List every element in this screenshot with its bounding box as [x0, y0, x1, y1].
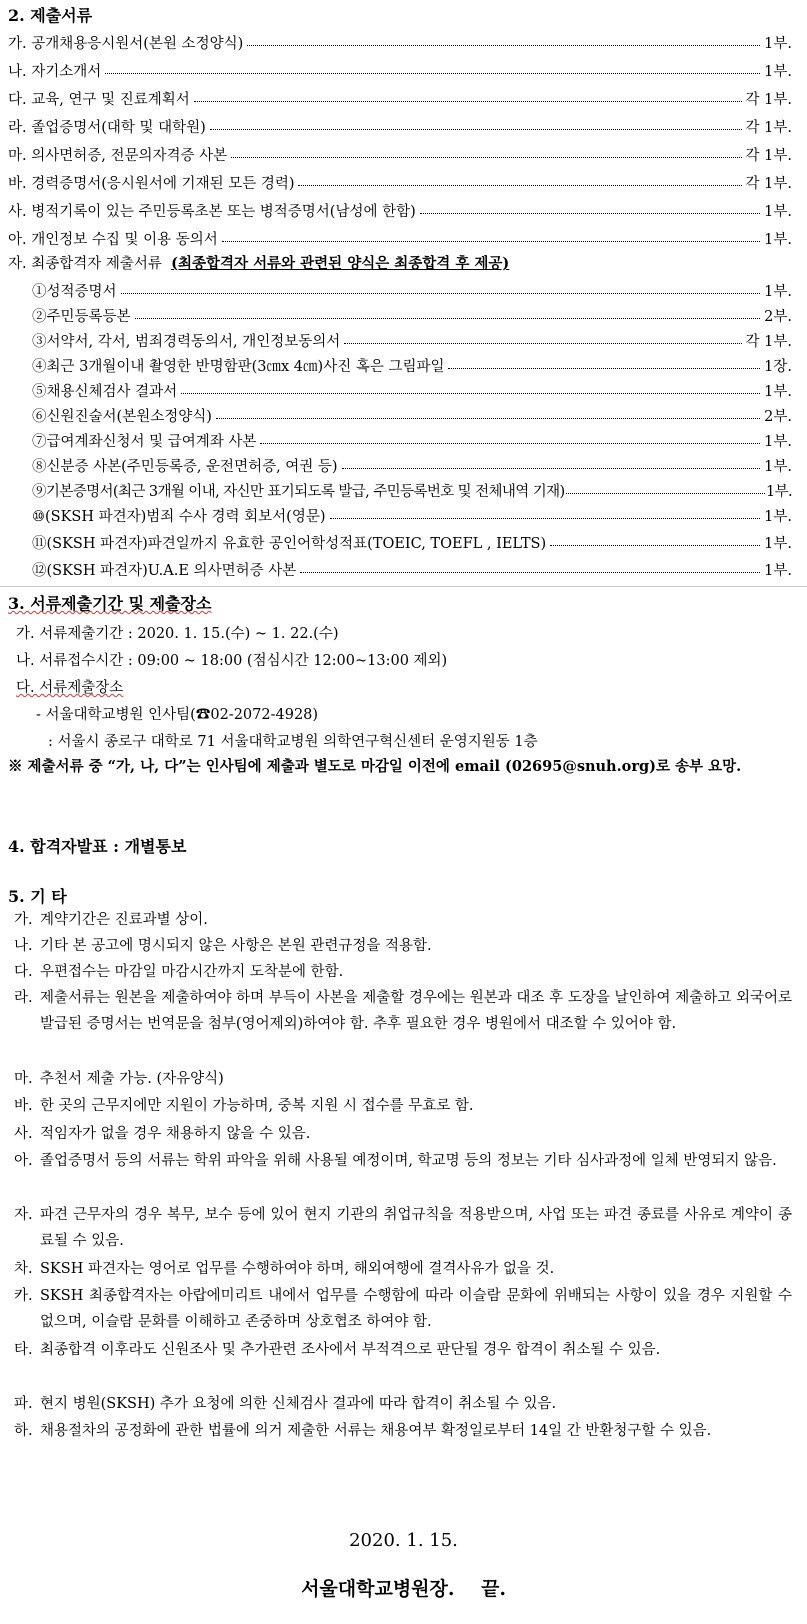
final-document-item: ⑦급여계좌신청서 및 급여계좌 사본 1부. — [32, 433, 792, 450]
misc-item: 라. 제출서류는 원본을 제출하여야 하며 부득이 사본을 제출할 경우에는 원본과 대조 후 도장을 날인하여 제출하고 외국어로 발급된 증명서는 번역문을 첨부(영어제외)하여야 함. 추후 필요한 경우 병원에서 대조할 수 있어야 함. — [14, 990, 792, 1032]
misc-item: 카. SKSH 최종합격자는 아랍에미리트 내에서 업무를 수행함에 따라 이슬람 문화에 위배되는 사항이 있을 경우 지원할 수 없으며, 이슬람 문화를 이해하고 존중하며 상호협조 하여야 함. — [14, 1288, 792, 1330]
misc-item: 다. 우편접수는 마감일 마감시간까지 도착분에 한함. — [14, 964, 344, 980]
section-5-title: 5. 기 타 — [8, 887, 67, 906]
final-document-item: ④최근 3개월이내 촬영한 반명함판(3㎝x 4㎝)사진 혹은 그림파일 1장. — [32, 358, 792, 375]
submission-period: 가. 서류제출기간 : 2020. 1. 15.(수) ~ 1. 22.(수) — [16, 626, 339, 642]
submission-hours: 나. 서류접수시간 : 09:00 ~ 18:00 (점심시간 12:00~13:00 제외) — [16, 653, 448, 669]
misc-item: 마. 추천서 제출 가능. (자유양식) — [14, 1071, 224, 1087]
submission-department: - 서울대학교병원 인사팀(☎02-2072-4928) — [36, 707, 319, 723]
announcement-date: 2020. 1. 15. — [349, 1530, 458, 1551]
document-item: 바. 경력증명서(응시원서에 기재된 모든 경력) 각 1부. — [8, 175, 792, 192]
document-item: 가. 공개채용응시원서(본원 소정양식) 1부. — [8, 35, 792, 52]
document-item: 라. 졸업증명서(대학 및 대학원) 각 1부. — [8, 119, 792, 136]
misc-item: 나. 기타 본 공고에 명시되지 않은 사항은 본원 관련규정을 적용함. — [14, 938, 432, 954]
misc-item: 타. 최종합격 이후라도 신원조사 및 추가관련 조사에서 부적격으로 판단될 경우 합격이 취소될 수 있음. — [14, 1342, 661, 1358]
document-item: 다. 교육, 연구 및 진료계획서 각 1부. — [8, 91, 792, 108]
section-divider — [0, 586, 807, 587]
email-submission-note: ※ 제출서류 중 “가, 나, 다”는 인사팀에 제출과 별도로 마감일 이전에 email (02695@snuh.org)로 송부 요망. — [8, 758, 742, 775]
final-documents-note: (최종합격자 서류와 관련된 양식은 최종합격 후 제공) — [171, 255, 510, 272]
final-document-item: ②주민등록등본 2부. — [32, 308, 792, 325]
final-document-item: ⑫(SKSH 파견자)U.A.E 의사면허증 사본 1부. — [32, 562, 792, 579]
final-document-item: ③서약서, 각서, 범죄경력동의서, 개인정보동의서 각 1부. — [32, 333, 792, 350]
section-3-title: 3. 서류제출기간 및 제출장소 — [8, 594, 212, 613]
submission-address: : 서울시 종로구 대학로 71 서울대학교병원 의학연구혁신센터 운영지원동 1층 — [48, 734, 538, 750]
final-documents-label: 자. 최종합격자 제출서류 — [8, 256, 162, 272]
final-document-item: ⑪(SKSH 파견자)파견일까지 유효한 공인어학성적표(TOEIC, TOEFL , IELTS) 1부. — [32, 535, 792, 552]
final-document-item: ⑤채용신체검사 결과서 1부. — [32, 383, 792, 400]
misc-item: 바. 한 곳의 근무지에만 지원이 가능하며, 중복 지원 시 접수를 무효로 함. — [14, 1098, 474, 1114]
document-item: 마. 의사면허증, 전문의자격증 사본 각 1부. — [8, 147, 792, 164]
final-document-item: ⑧신분증 사본(주민등록증, 운전면허증, 여권 등) 1부. — [32, 458, 792, 475]
misc-item: 사. 적임자가 없을 경우 채용하지 않을 수 있음. — [14, 1126, 311, 1142]
misc-item: 가. 계약기간은 진료과별 상이. — [14, 912, 208, 928]
final-documents-heading — [8, 252, 509, 276]
document-item: 아. 개인정보 수집 및 이용 동의서 1부. — [8, 231, 792, 248]
final-document-item: ⑩(SKSH 파견자)범죄 수사 경력 회보서(영문) 1부. — [32, 508, 792, 525]
document-item: 나. 자기소개서 1부. — [8, 63, 792, 80]
section-4-title: 4. 합격자발표 : 개별통보 — [8, 837, 187, 856]
final-document-item: ⑥신원진술서(본원소정양식) 2부. — [32, 408, 792, 425]
document-item: 사. 병적기록이 있는 주민등록초본 또는 병적증명서(남성에 한함) 1부. — [8, 203, 792, 220]
submission-place-label: 다. 서류제출장소 — [16, 680, 124, 696]
misc-item: 파. 현지 병원(SKSH) 추가 요청에 의한 신체검사 결과에 따라 합격이 취소될 수 있음. — [14, 1396, 557, 1412]
misc-item: 아. 졸업증명서 등의 서류는 학위 파악을 위해 사용될 예정이며, 학교명 등의 정보는 기타 심사과정에 일체 반영되지 않음. — [14, 1153, 777, 1169]
section-2-title: 2. 제출서류 — [8, 6, 93, 25]
final-document-item: ⑨기본증명서(최근 3개월 이내, 자신만 표기되도록 발급, 주민등록번호 및 전체내역 기재) 1부. — [32, 483, 792, 500]
misc-item: 자. 파견 근무자의 경우 복무, 보수 등에 있어 현지 기관의 취업규칙을 적용받으며, 사업 또는 파견 종료를 사유로 계약이 종료될 수 있음. — [14, 1207, 792, 1249]
final-document-item: ①성적증명서 1부. — [32, 283, 792, 300]
misc-item: 하. 채용절차의 공정화에 관한 법률에 의거 제출한 서류는 채용여부 확정일로부터 14일 간 반환청구할 수 있음. — [14, 1423, 712, 1439]
issuer-signature: 서울대학교병원장. 끝. — [301, 1578, 506, 1600]
misc-item: 차. SKSH 파견자는 영어로 업무를 수행하여야 하며, 해외여행에 결격사유가 없을 것. — [14, 1261, 555, 1277]
